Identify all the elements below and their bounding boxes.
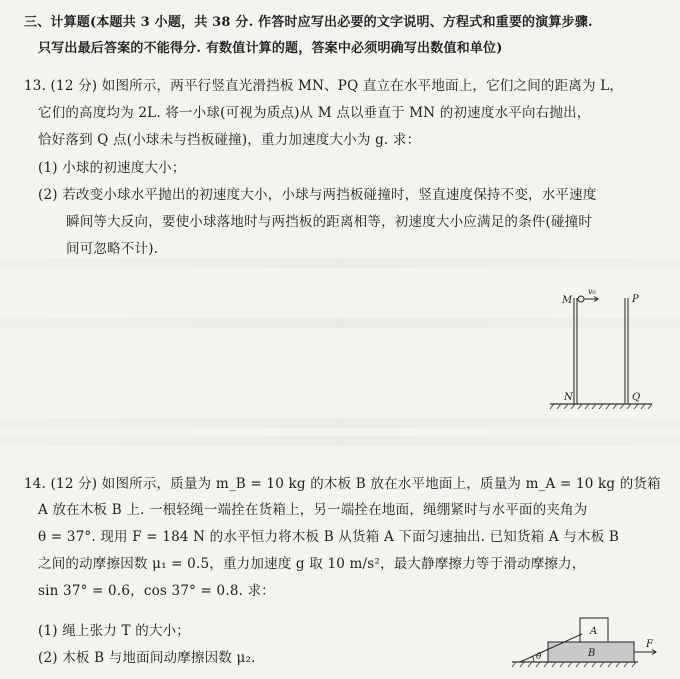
q13-sub-question-2-line-1: (2) 若改变小球水平抛出的初速度大小，小球与两挡板碰撞时，竖直速度保持不变，水平速度 bbox=[38, 187, 597, 203]
q13-line-1: 13. (12 分) 如图所示，两平行竖直光滑挡板 MN、PQ 直立在水平地面上，它们之间的距离为 L， bbox=[24, 78, 624, 94]
label-q: Q bbox=[632, 392, 641, 403]
force-arrow bbox=[634, 650, 656, 655]
label-f: F bbox=[646, 639, 653, 650]
board-pq bbox=[625, 298, 628, 404]
section-heading-line-1: 三、计算题(本题共 3 小题，共 38 分. 作答时应写出必要的文字说明、方程式和重要的演算步骤. bbox=[24, 15, 593, 30]
label-p: P bbox=[632, 294, 639, 305]
label-a: A bbox=[590, 626, 598, 637]
q14-line-4: 之间的动摩擦因数 μ₁ = 0.5，重力加速度 g 取 10 m/s²，最大静摩擦力等于滑动摩擦力， bbox=[38, 556, 586, 572]
angle-arc bbox=[533, 656, 534, 662]
q13-sub-question-2-line-3: 间可忽略不计). bbox=[66, 241, 159, 257]
q13-figure bbox=[540, 282, 660, 412]
q14-sub-question-2: (2) 木板 B 与地面间动摩擦因数 μ₂. bbox=[38, 650, 256, 666]
show-through-band bbox=[0, 258, 680, 268]
ball bbox=[578, 296, 584, 302]
q14-line-5: sin 37° = 0.6，cos 37° = 0.8. 求： bbox=[38, 583, 276, 599]
q13-sub-question-2-line-2: 瞬间等大反向，要使小球落地时与两挡板的距离相等，初速度大小应满足的条件(碰撞时 bbox=[66, 214, 593, 230]
label-b: B bbox=[588, 648, 596, 659]
label-v0: v₀ bbox=[588, 287, 596, 296]
velocity-arrow bbox=[584, 297, 598, 302]
board-mn bbox=[574, 298, 577, 404]
q14-sub-question-1: (1) 绳上张力 T 的大小； bbox=[38, 623, 191, 639]
ground-hatching bbox=[512, 662, 638, 667]
ground-hatching bbox=[550, 404, 652, 409]
q14-figure bbox=[508, 606, 668, 672]
q13-sub-question-1: (1) 小球的初速度大小； bbox=[38, 160, 186, 176]
label-n: N bbox=[564, 392, 573, 403]
section-heading-line-2: 只写出最后答案的不能得分. 有数值计算的题，答案中必须明确写出数值和单位) bbox=[38, 41, 503, 56]
q13-line-3: 恰好落到 Q 点(小球未与挡板碰撞)，重力加速度大小为 g. 求： bbox=[38, 132, 421, 148]
label-m: M bbox=[562, 295, 573, 306]
q14-line-3: θ = 37°. 现用 F = 184 N 的水平恒力将木板 B 从货箱 A 下面匀速抽出. 已知货箱 A 与木板 B bbox=[38, 529, 620, 545]
q14-line-2: A 放在木板 B 上. 一根轻绳一端拴在货箱上，另一端拴在地面，绳绷紧时与水平面的夹角为 bbox=[38, 502, 588, 518]
show-through-band bbox=[0, 418, 680, 428]
q14-line-1: 14. (12 分) 如图所示，质量为 m_B = 10 kg 的木板 B 放在水平地面上，质量为 m_A = 10 kg 的货箱 bbox=[24, 476, 661, 492]
q13-line-2: 它们的高度均为 2L. 将一小球(可视为质点)从 M 点以垂直于 MN 的初速度水平向右抛出， bbox=[38, 105, 591, 121]
label-theta: θ bbox=[536, 652, 542, 662]
show-through-band bbox=[0, 436, 680, 446]
